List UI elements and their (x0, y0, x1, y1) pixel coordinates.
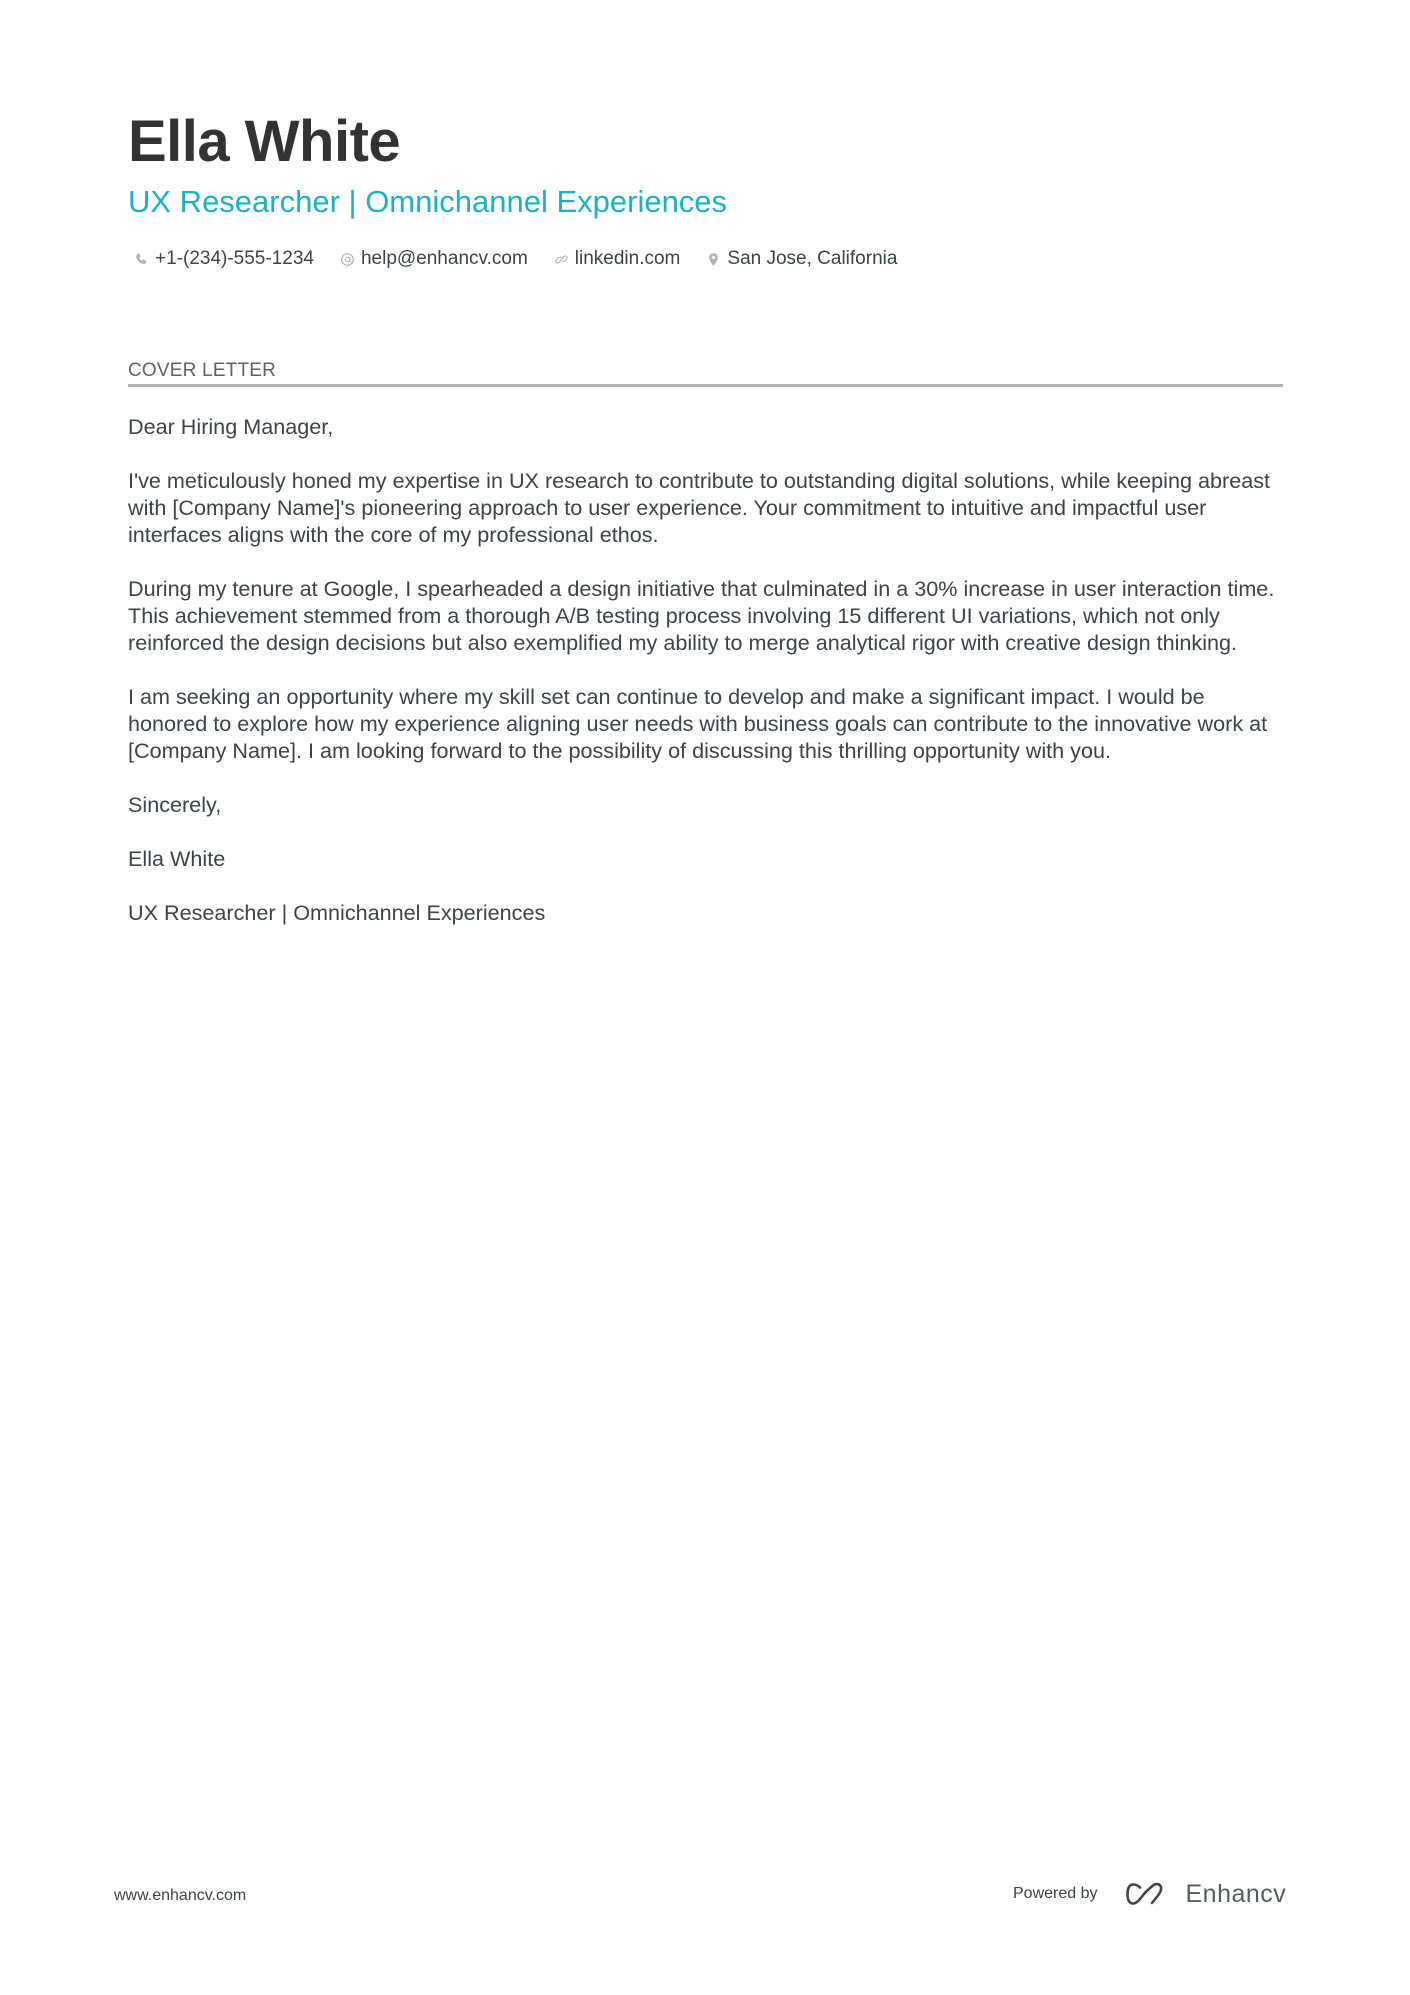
contact-phone (134, 247, 314, 271)
letter-paragraph-1: I've meticulously honed my expertise in UX research to contribute to outstanding digital solutions, while keeping abreast with [Company Name]'s pioneering approach to user experience. Your commitment to intuitive and impactful user interfaces aligns with the core of my professional ethos. (128, 468, 1271, 547)
letter-greeting: Dear Hiring Manager, (128, 414, 334, 439)
link-icon (554, 252, 569, 267)
enhancv-logo-icon (1126, 1882, 1172, 1906)
signature-name: Ella White (128, 846, 226, 871)
section-divider (128, 384, 1283, 387)
phone-icon (134, 252, 149, 267)
section-title: COVER LETTER (128, 360, 277, 381)
contact-email[interactable] (340, 247, 528, 271)
letter-paragraph-2: During my tenure at Google, I spearheaded a design initiative that culminated in a 30% increase in user interaction time. This achievement stemmed from a thorough A/B testing process involving 15 different UI variations, which not only reinforced the design decisions but also exemplified my ability to merge analytical rigor with creative design thinking. (128, 576, 1275, 655)
powered-by-badge[interactable] (1013, 1880, 1286, 1908)
contact-location (706, 247, 897, 271)
footer-website-link[interactable]: www.enhancv.com (114, 1887, 247, 1904)
candidate-title: UX Researcher | Omnichannel Experiences (128, 184, 728, 219)
contact-phone-text: +1-(234)-555-1234 (155, 248, 314, 269)
contact-email-text[interactable]: help@enhancv.com (360, 248, 528, 269)
contact-location-text: San Jose, California (727, 248, 898, 269)
letter-paragraph-3: I am seeking an opportunity where my skill set can continue to develop and make a significant impact. I would be honored to explore how my experience aligning user needs with business goals can contribute to the innovative work at [Company Name]. I am looking forward to the possibility of discussing this thrilling opportunity with you. (128, 684, 1268, 763)
letter-body (128, 413, 1288, 953)
powered-by-label: Powered by (1013, 1885, 1098, 1902)
contact-linkedin-text[interactable]: linkedin.com (574, 248, 681, 269)
candidate-name: Ella White (128, 109, 401, 174)
contact-linkedin[interactable] (554, 247, 681, 271)
location-pin-icon (706, 252, 721, 267)
signature-title: UX Researcher | Omnichannel Experiences (128, 900, 546, 925)
enhancv-logo-text: Enhancv (1185, 1880, 1287, 1908)
contact-bar (134, 247, 897, 271)
letter-closing: Sincerely, (128, 792, 222, 817)
at-icon (340, 252, 355, 267)
